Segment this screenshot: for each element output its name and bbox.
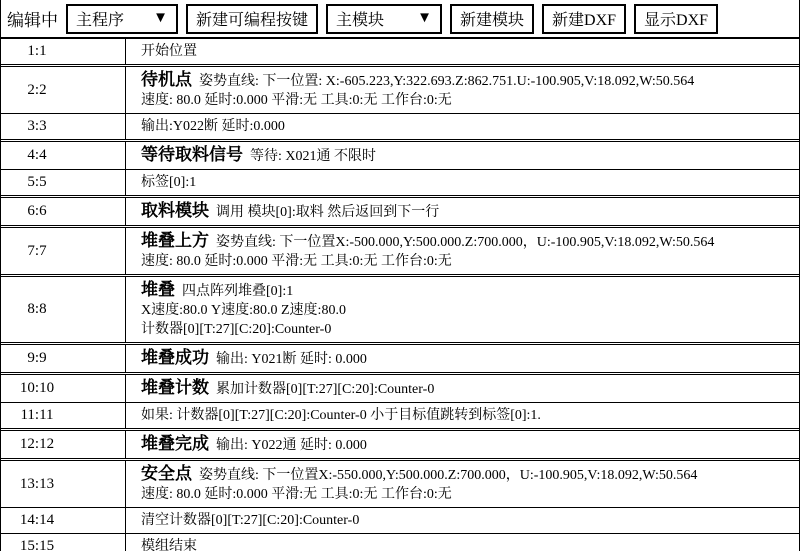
step-detail: 姿势直线: 下一位置X:-500.000,Y:500.000.Z:700.000，U:-100.905,V:18.092,W:50.564	[216, 235, 715, 250]
step-title: 堆叠成功	[141, 348, 209, 367]
row-content	[126, 67, 799, 113]
row-content	[126, 534, 799, 551]
toolbar	[1, 0, 799, 39]
program-row[interactable]	[1, 508, 799, 534]
new-programmable-key-button[interactable]: 新建可编程按键	[186, 4, 318, 34]
module-select-value: 主模块	[336, 12, 385, 29]
program-row[interactable]	[1, 430, 799, 459]
step-detail: 调用 模块[0]:取料 然后返回到下一行	[216, 205, 440, 220]
step-detail: 姿势直线: 下一位置X:-550.000,Y:500.000.Z:700.000，U:-100.905,V:18.092,W:50.564	[199, 468, 698, 483]
row-text-line: 模组结束	[141, 539, 197, 551]
row-number: 15:15	[1, 534, 126, 551]
row-number: 6:6	[1, 198, 126, 225]
step-detail: 四点阵列堆叠[0]:1	[182, 284, 294, 299]
row-number: 2:2	[1, 67, 126, 113]
row-content	[126, 142, 799, 169]
program-row[interactable]	[1, 170, 799, 196]
row-content	[126, 277, 799, 342]
row-content	[126, 431, 799, 458]
row-text-line	[141, 348, 795, 369]
program-select-value: 主程序	[76, 12, 125, 29]
row-text-line: 开始位置	[141, 44, 197, 59]
program-row[interactable]	[1, 141, 799, 170]
row-number: 11:11	[1, 403, 126, 428]
row-text-line: 如果: 计数器[0][T:27][C:20]:Counter-0 小于目标值跳转到标签[0]:1.	[141, 408, 541, 423]
program-row[interactable]	[1, 374, 799, 403]
step-detail: 姿势直线: 下一位置: X:-605.223,Y:322.693.Z:862.751.U:-100.905,V:18.092,W:50.564	[199, 74, 695, 89]
row-text-line	[141, 378, 795, 399]
step-title: 待机点	[141, 70, 192, 89]
step-detail: 输出: Y021断 延时: 0.000	[216, 352, 367, 367]
program-row[interactable]	[1, 460, 799, 508]
program-row[interactable]	[1, 344, 799, 373]
row-text-line: 标签[0]:1	[141, 175, 197, 190]
row-text-line: 速度: 80.0 延时:0.000 平滑:无 工具:0:无 工作台:0:无	[141, 254, 452, 269]
step-detail: 输出: Y022通 延时: 0.000	[216, 438, 367, 453]
row-text-line: 清空计数器[0][T:27][C:20]:Counter-0	[141, 513, 360, 528]
row-text-line	[141, 231, 795, 252]
editing-status-label: 编辑中	[7, 11, 58, 30]
row-number: 1:1	[1, 39, 126, 64]
show-dxf-button[interactable]: 显示DXF	[634, 4, 718, 34]
module-select[interactable]	[326, 4, 442, 34]
row-number: 4:4	[1, 142, 126, 169]
row-text-line	[141, 280, 795, 301]
row-content	[126, 375, 799, 402]
program-row[interactable]	[1, 197, 799, 226]
step-title: 堆叠完成	[141, 434, 209, 453]
row-content	[126, 114, 799, 139]
step-title: 等待取料信号	[141, 145, 243, 164]
step-detail: 等待: X021通 不限时	[250, 149, 376, 164]
row-number: 13:13	[1, 461, 126, 507]
new-dxf-button[interactable]: 新建DXF	[542, 4, 626, 34]
row-content	[126, 461, 799, 507]
program-step-list	[1, 39, 799, 551]
program-row[interactable]	[1, 114, 799, 140]
step-detail: 累加计数器[0][T:27][C:20]:Counter-0	[216, 382, 435, 397]
row-content	[126, 39, 799, 64]
step-title: 取料模块	[141, 201, 209, 220]
row-text-line: 输出:Y022断 延时:0.000	[141, 119, 285, 134]
row-content	[126, 345, 799, 372]
row-content	[126, 508, 799, 533]
row-text-line: 速度: 80.0 延时:0.000 平滑:无 工具:0:无 工作台:0:无	[141, 487, 452, 502]
row-content	[126, 228, 799, 274]
program-row[interactable]	[1, 227, 799, 275]
row-text-line	[141, 464, 795, 485]
dropdown-arrow-icon: ▼	[153, 10, 168, 26]
program-row[interactable]	[1, 276, 799, 343]
row-content	[126, 403, 799, 428]
dropdown-arrow-icon: ▼	[417, 10, 433, 26]
row-text-line: 计数器[0][T:27][C:20]:Counter-0	[141, 322, 332, 337]
program-row[interactable]	[1, 39, 799, 65]
row-text-line	[141, 201, 795, 222]
program-row[interactable]	[1, 403, 799, 429]
row-text-line	[141, 434, 795, 455]
row-number: 5:5	[1, 170, 126, 195]
program-row[interactable]	[1, 534, 799, 551]
row-number: 7:7	[1, 228, 126, 274]
step-title: 堆叠	[141, 280, 175, 299]
row-number: 10:10	[1, 375, 126, 402]
step-title: 堆叠计数	[141, 378, 209, 397]
row-number: 12:12	[1, 431, 126, 458]
program-select[interactable]	[66, 4, 178, 34]
row-number: 9:9	[1, 345, 126, 372]
row-text-line: 速度: 80.0 延时:0.000 平滑:无 工具:0:无 工作台:0:无	[141, 93, 452, 108]
step-title: 安全点	[141, 464, 192, 483]
row-content	[126, 170, 799, 195]
new-module-button[interactable]: 新建模块	[450, 4, 534, 34]
row-content	[126, 198, 799, 225]
program-row[interactable]	[1, 66, 799, 114]
row-number: 8:8	[1, 277, 126, 342]
row-number: 3:3	[1, 114, 126, 139]
step-title: 堆叠上方	[141, 231, 209, 250]
row-text-line	[141, 145, 795, 166]
row-number: 14:14	[1, 508, 126, 533]
row-text-line	[141, 70, 795, 91]
row-text-line: X速度:80.0 Y速度:80.0 Z速度:80.0	[141, 303, 346, 318]
